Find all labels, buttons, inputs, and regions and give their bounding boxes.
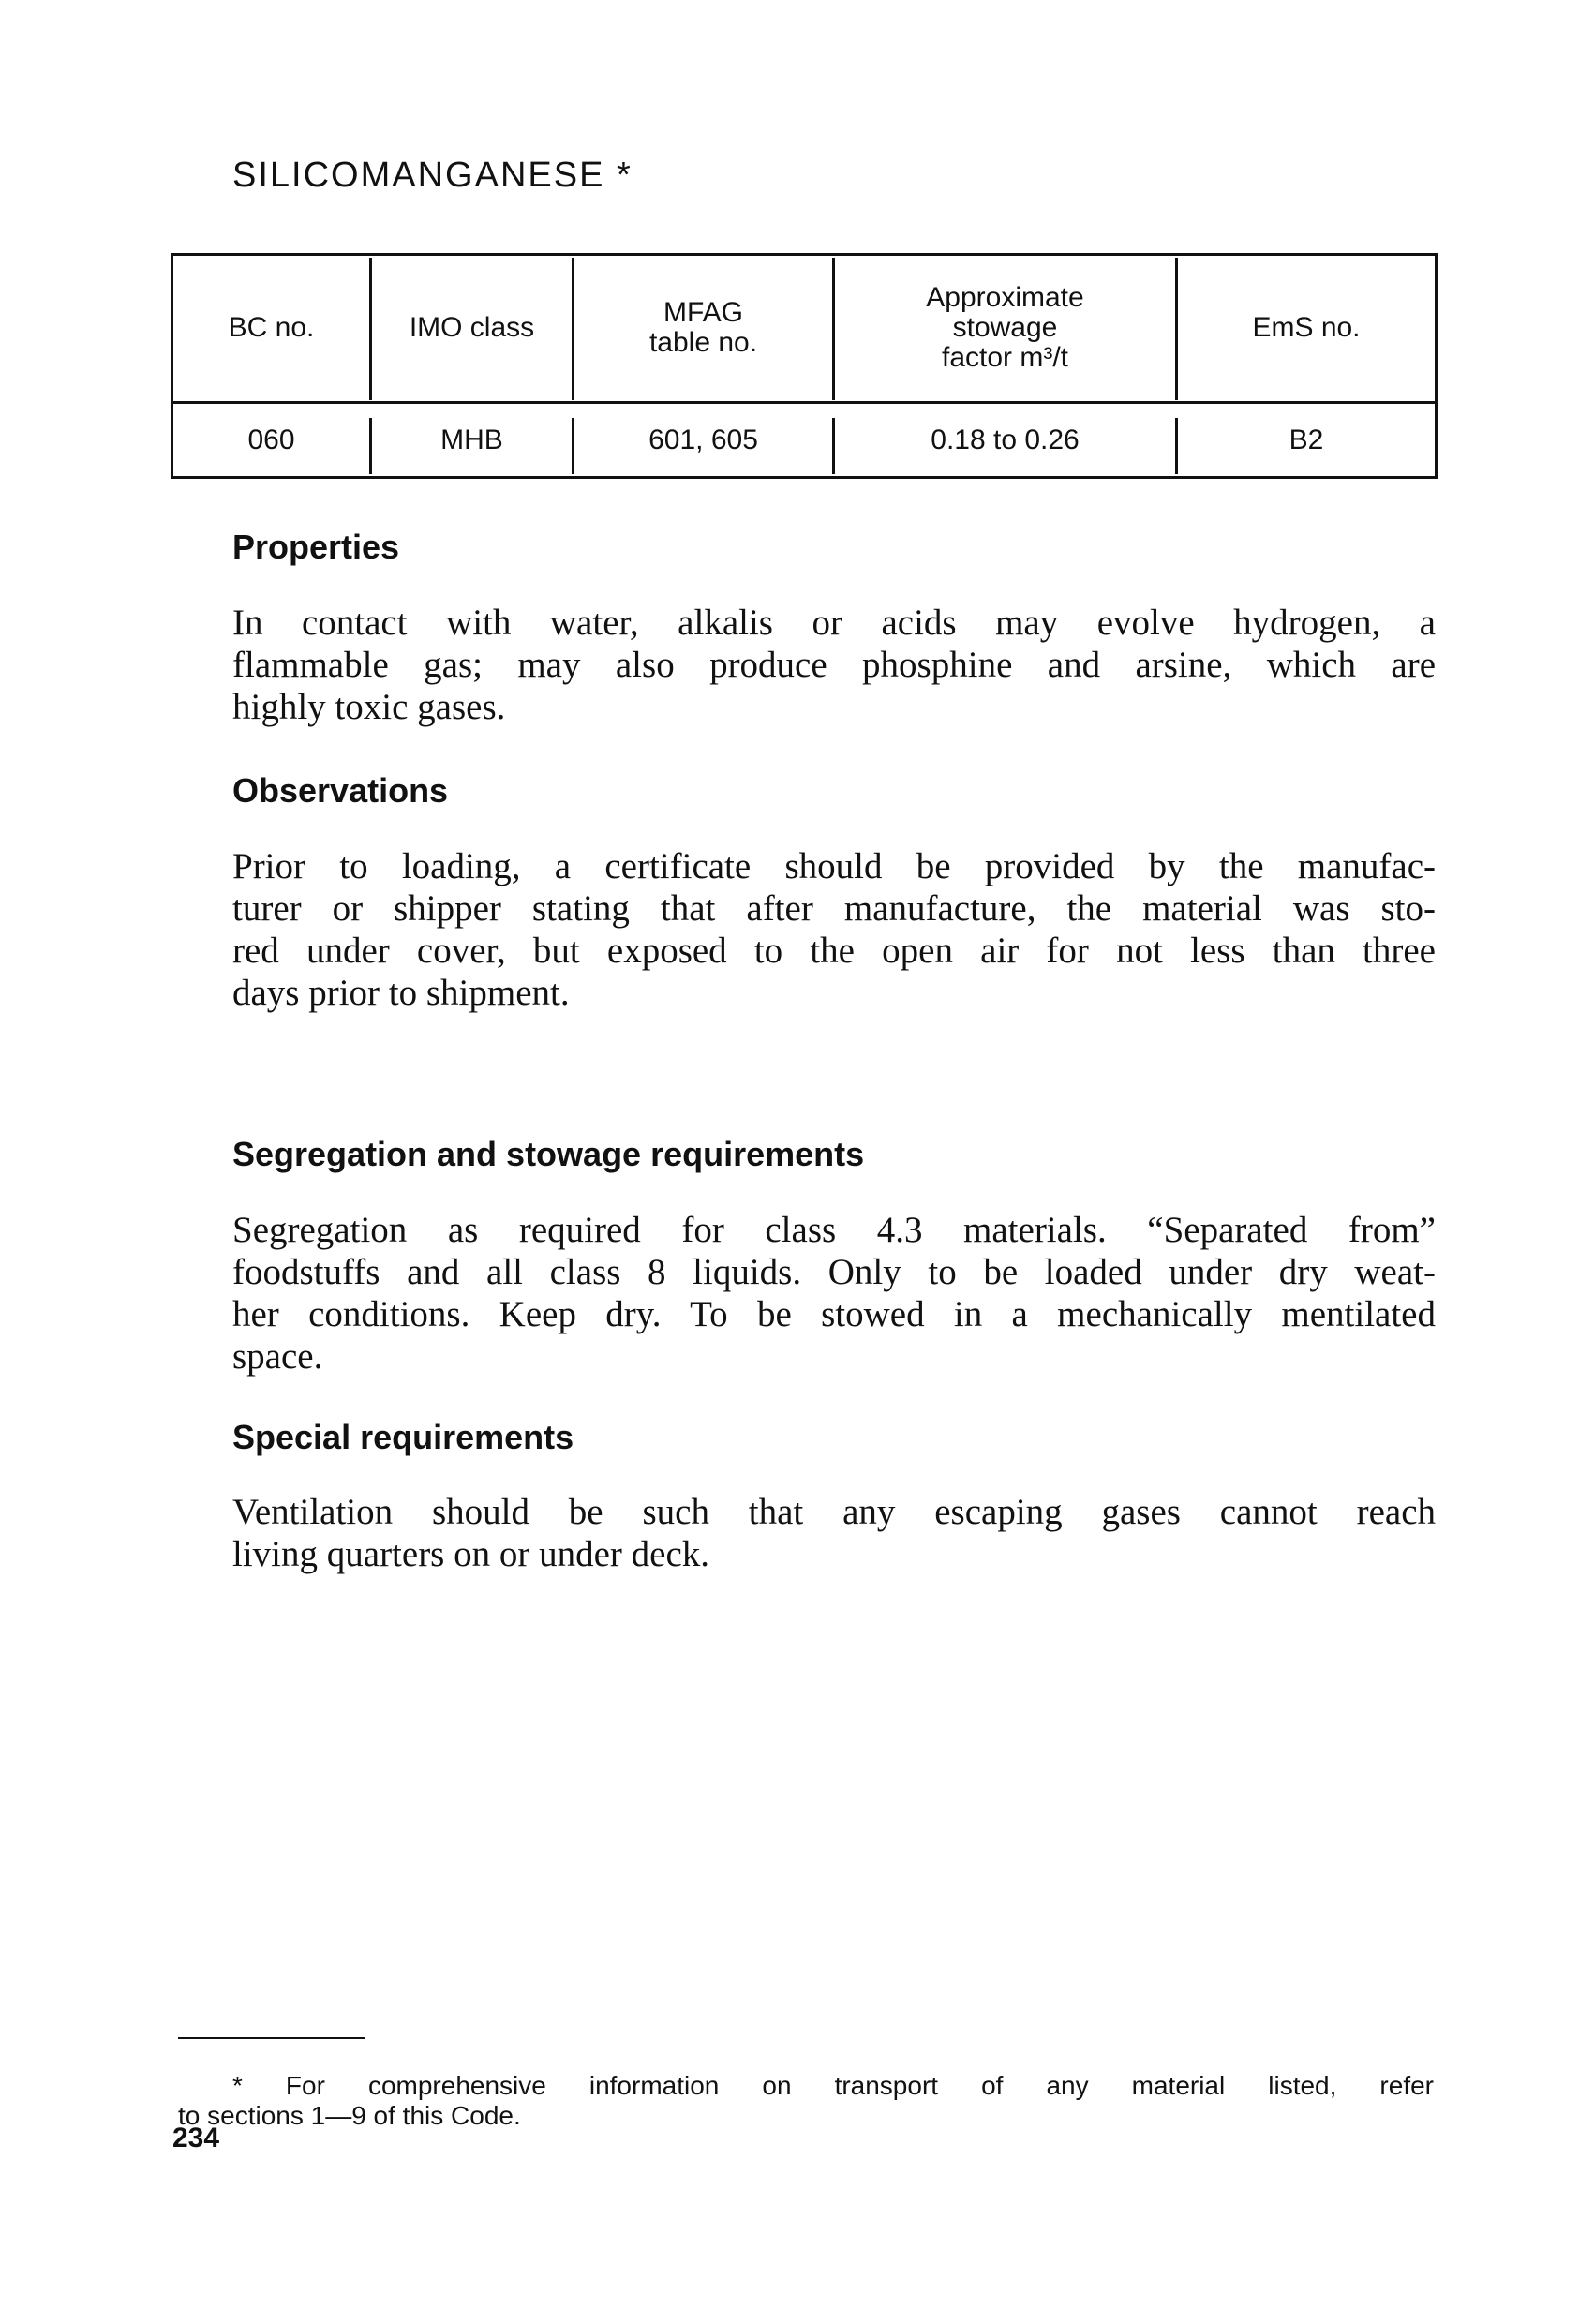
- section-heading-special: Special requirements: [232, 1418, 574, 1456]
- text-line: Segregation as required for class 4.3 materials. “Separated from”: [232, 1210, 1436, 1250]
- section-heading-properties: Properties: [232, 528, 400, 566]
- text-line: her conditions. Keep dry. To be stowed in a mechanically mentilated: [232, 1294, 1436, 1334]
- table-top-rule: [171, 253, 1438, 256]
- text-line: turer or shipper stating that after manufacture, the material was sto-: [232, 888, 1436, 929]
- text-line: foodstuffs and all class 8 liquids. Only to be loaded under dry weat-: [232, 1252, 1436, 1292]
- section-heading-segregation: Segregation and stowage requirements: [232, 1135, 865, 1173]
- table-header-ems-no: EmS no.: [1252, 312, 1361, 343]
- text-line: highly toxic gases.: [232, 687, 506, 727]
- text-line: red under cover, but exposed to the open air for not less than three: [232, 931, 1436, 971]
- section-text-observations: [232, 845, 1436, 1014]
- footnote-line: to sections 1—9 of this Code.: [178, 2101, 521, 2130]
- table-cell-bc-no: 060: [247, 424, 295, 455]
- table-cell-mfag: 601, 605: [648, 424, 758, 455]
- footnote-separator: [178, 2037, 365, 2039]
- text-line: flammable gas; may also produce phosphine and arsine, which are: [232, 645, 1436, 685]
- table-header-mfag: MFAG table no.: [648, 297, 758, 358]
- page-title: SILICOMANGANESE *: [232, 156, 633, 195]
- text-line: Ventilation should be such that any escaping gases cannot reach: [232, 1492, 1436, 1532]
- section-text-segregation: [232, 1209, 1436, 1378]
- table-header-bc-no: BC no.: [228, 312, 315, 343]
- text-line: Prior to loading, a certificate should be provided by the manufac-: [232, 846, 1436, 886]
- table-header-stowage-factor: Approximate stowage factor m³/t: [926, 282, 1084, 373]
- footnote-line: * For comprehensive information on transport of any material listed, refer: [232, 2071, 1434, 2100]
- footnote: [178, 2071, 1434, 2131]
- section-text-properties: [232, 602, 1436, 728]
- table-cell-stowage-factor: 0.18 to 0.26: [931, 424, 1080, 455]
- table-bottom-rule: [171, 476, 1438, 479]
- table-cell-ems-no: B2: [1289, 424, 1324, 455]
- text-line: space.: [232, 1336, 323, 1377]
- table-cell-imo-class: MHB: [440, 424, 503, 455]
- page-number: 234: [172, 2123, 220, 2153]
- section-text-special: [232, 1491, 1436, 1575]
- text-line: In contact with water, alkalis or acids may evolve hydrogen, a: [232, 603, 1436, 643]
- text-line: days prior to shipment.: [232, 973, 570, 1013]
- section-heading-observations: Observations: [232, 771, 449, 810]
- table-header-imo-class: IMO class: [409, 312, 535, 343]
- table-border-right: [1435, 253, 1438, 479]
- text-line: living quarters on or under deck.: [232, 1534, 710, 1574]
